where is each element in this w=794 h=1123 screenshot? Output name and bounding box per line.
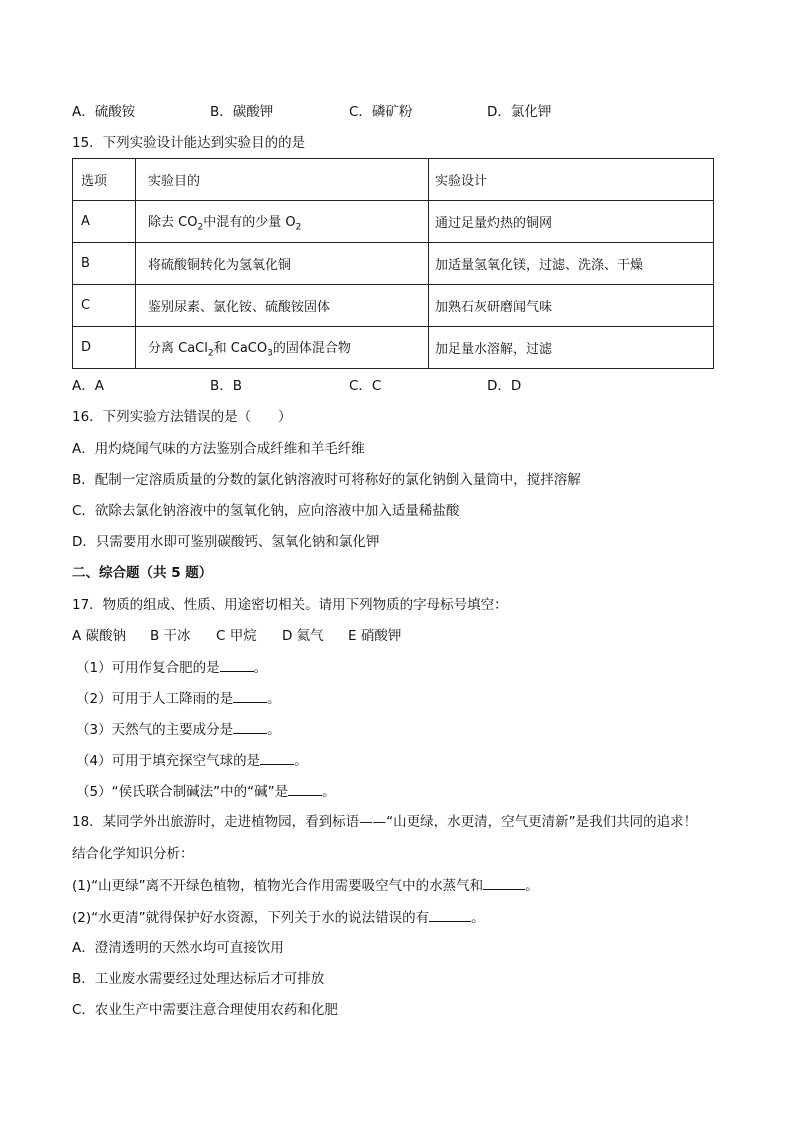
q15-option-d: D．D — [487, 378, 522, 394]
q15-option-b: B．B — [210, 378, 243, 394]
row-option: A — [73, 201, 136, 243]
row-design: 通过足量灼热的铜网 — [429, 201, 714, 243]
q16-stem: 16．下列实验方法错误的是（ ） — [72, 409, 292, 425]
row-option: D — [73, 327, 136, 369]
q18-option-a: A．澄清透明的天然水均可直接饮用 — [72, 940, 284, 956]
q17-choice-a: A 碳酸钠 — [72, 628, 127, 644]
answer-blank[interactable] — [220, 658, 254, 672]
table-row — [73, 285, 714, 327]
answer-blank[interactable] — [260, 751, 294, 765]
row-design: 加适量氢氧化镁，过滤、洗涤、干燥 — [429, 243, 714, 285]
q16-option-c: C．欲除去氯化钠溶液中的氢氧化钠，应向溶液中加入适量稀盐酸 — [72, 503, 460, 519]
row-goal: 鉴别尿素、氯化铵、硫酸铵固体 — [136, 285, 429, 327]
q15-stem: 15．下列实验设计能达到实验目的的是 — [72, 135, 306, 151]
q15-option-c: C．C — [349, 378, 382, 394]
answer-blank[interactable] — [233, 720, 267, 734]
q17-item-3: （3）天然气的主要成分是 。 — [76, 722, 281, 738]
q17-choice-e: E 硝酸钾 — [348, 628, 402, 644]
answer-blank[interactable] — [429, 908, 471, 922]
q18-option-c: C．农业生产中需要注意合理使用农药和化肥 — [72, 1002, 338, 1018]
row-design: 加足量水溶解，过滤 — [429, 327, 714, 369]
q16-option-b: B．配制一定溶质质量的分数的氯化钠溶液时可将称好的氯化钠倒入量筒中，搅拌溶解 — [72, 472, 581, 488]
header-design: 实验设计 — [429, 159, 714, 201]
q17-item-1: （1）可用作复合肥的是 。 — [76, 660, 268, 676]
table-header-row — [73, 159, 714, 201]
row-goal: 除去 $CO_2$中混有的少量 $O_2$ — [136, 201, 429, 243]
header-option: 选项 — [73, 159, 136, 201]
answer-blank[interactable] — [233, 689, 267, 703]
q18-option-b: B．工业废水需要经过处理达标后才可排放 — [72, 971, 325, 987]
q18-stem: 18．某同学外出旅游时，走进植物园，看到标语——“山更绿，水更清，空气更清新”是我们共同的追求！ — [72, 814, 698, 830]
table-row — [73, 243, 714, 285]
q15-option-a: A．A — [72, 378, 104, 394]
q18-stem-2: 结合化学知识分析： — [72, 846, 194, 862]
q17-item-2: （2）可用于人工降雨的是 。 — [76, 691, 281, 707]
q14-option-c: C．磷矿粉 — [349, 104, 413, 120]
q17-choice-b: B 干冰 — [150, 628, 191, 644]
header-goal: 实验目的 — [136, 159, 429, 201]
row-option: C — [73, 285, 136, 327]
table-row — [73, 327, 714, 369]
q15-table — [72, 158, 714, 369]
q14-option-d: D．氯化钾 — [487, 104, 552, 120]
answer-blank[interactable] — [288, 782, 322, 796]
row-option: B — [73, 243, 136, 285]
q16-option-d: D．只需要用水即可鉴别碳酸钙、氢氧化钠和氯化钾 — [72, 534, 380, 550]
row-design: 加熟石灰研磨闻气味 — [429, 285, 714, 327]
q17-item-4: （4）可用于填充探空气球的是 。 — [76, 753, 308, 769]
row-goal: 将硫酸铜转化为氢氧化铜 — [136, 243, 429, 285]
table-row — [73, 201, 714, 243]
q17-stem: 17．物质的组成、性质、用途密切相关。请用下列物质的字母标号填空： — [72, 597, 508, 613]
row-goal: 分离 CaCl$_2$和 CaCO$_3$的固体混合物 — [136, 327, 429, 369]
q17-item-5: （5）“侯氏联合制碱法”中的“碱”是 。 — [76, 784, 336, 800]
section-heading: 二、综合题（共 5 题） — [72, 565, 213, 581]
q17-choice-c: C 甲烷 — [216, 628, 257, 644]
q14-option-a: A．硫酸铵 — [72, 104, 136, 120]
answer-blank[interactable] — [483, 876, 525, 890]
q18-sub-2: (2)“水更清”就得保护好水资源，下列关于水的说法错误的有 。 — [72, 910, 485, 926]
q17-choice-d: D 氦气 — [282, 628, 324, 644]
q14-option-b: B．碳酸钾 — [210, 104, 274, 120]
q16-option-a: A．用灼烧闻气味的方法鉴别合成纤维和羊毛纤维 — [72, 441, 365, 457]
q18-sub-1: (1)“山更绿”离不开绿色植物，植物光合作用需要吸空气中的水蒸气和 。 — [72, 878, 539, 894]
